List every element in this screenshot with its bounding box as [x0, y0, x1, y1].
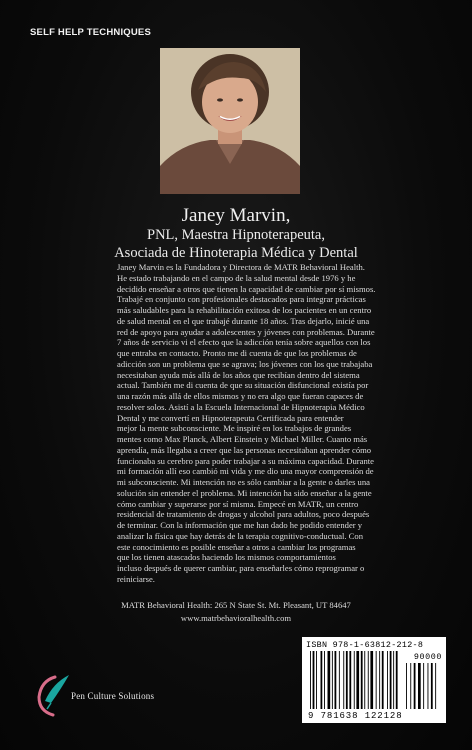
bio-line: Trabajé en conjunto con profesionales destacados para integrar prácticas	[117, 294, 366, 305]
bio-line: 7 años de servicio vi el efecto que la adicción tenía sobre aquellos con los	[117, 337, 371, 348]
bio-line: más saludables para la rehabilitación exitosa de los pacientes en un centro	[117, 305, 372, 315]
bio-line: cómo cambiar y superarse por sí misma. Empecé en MATR, un centro	[117, 498, 359, 509]
bio-line: mi formación allí eso cambió mi vida y me dio una mayor comprensión de	[117, 466, 374, 477]
bio-line: incluso después de querer cambiar, para enseñarles cómo reprogramar o	[117, 563, 365, 573]
bio-line: mi subconsciente. Mi intención no es sólo cambiar a la gente o darles una	[117, 477, 370, 487]
bio-line: adicción son un problema que se agrava; los jóvenes con los que trabajaba	[117, 358, 373, 369]
bio-line: decidido enseñar a otros que tienen la capacidad de cambiar por sí mismos.	[117, 283, 376, 294]
bio-line: mejor la mente subconsciente. Me inspiré en los trabajos de grandes	[117, 423, 352, 434]
bio-line: que los tienen atascados haciendo los mismos comportamientos	[117, 552, 336, 563]
isbn-label: ISBN 978-1-63812-212-8	[306, 640, 424, 650]
bio-line: mentes como Max Planck, Albert Einstein y Michael Miller. Cuanto más	[117, 434, 368, 444]
bio-line: residencial de tratamiento de drogas y alcohol para adultos, poco después	[117, 509, 370, 520]
author-name: Janey Marvin,	[181, 205, 291, 226]
bio-line: una razón más allá de ellos mismos y no era algo que fueran capaces de	[117, 391, 364, 401]
bio-line: red de apoyo para ayudar a adolescentes y jóvenes con problemas. Durante	[117, 326, 375, 337]
publisher-logo-text: Pen Culture Solutions	[71, 691, 155, 701]
price-code: 90000	[413, 652, 442, 662]
bio-line: solución sin entender el problema. Mi intención ha sido enseñar a la gente	[117, 487, 372, 498]
website: www.matrbehavioralhealth.com	[180, 613, 292, 623]
bio-line: aprendía, más llegaba a creer que las personas necesitaban aprender cómo	[117, 444, 372, 455]
bio-line: este conocimiento es posible enseñar a otros a cambiar los programas	[117, 541, 356, 552]
bio-line: que entraba en contacto. Pronto me di cuenta de que los problemas de	[117, 348, 357, 358]
bio-line: analizar la física que hay detrás de la terapia cognitivo-conductual. Con	[117, 530, 364, 541]
bio-line: necesitaban ayuda más allá de los años que recibían dentro del sistema	[117, 369, 360, 380]
author-credentials-line1: PNL, Maestra Hipnoterapeuta,	[147, 227, 325, 243]
series-label: SELF HELP TECHNIQUES	[30, 27, 152, 38]
bio-line: Janey Marvin es la Fundadora y Directora de MATR Behavioral Health.	[117, 262, 365, 272]
pen-logo-icon	[31, 671, 73, 719]
bio-line: de terminar. Con la información que me han dado he podido entender y	[117, 520, 363, 530]
bio-line: He estado trabajando en el campo de la salud mental desde 1976 y he	[117, 272, 356, 283]
bio-line: resolver solos. Asistí a la Escuela Internacional de Hipnoterapia Médico	[117, 401, 365, 412]
author-credentials-line2: Asociada de Hinoterapia Médica y Dental	[114, 245, 358, 261]
address: MATR Behavioral Health: 265 N State St. Mt. Pleasant, UT 84647	[121, 600, 351, 610]
publisher-logo	[31, 671, 181, 719]
bio-line: actual. También me di cuenta de que su situación disfuncional existía por	[117, 380, 369, 391]
author-bio	[117, 262, 389, 585]
isbn-barcode	[302, 637, 446, 723]
bio-line: Dental y me convertí en Hipnoterapeuta Certificada para entender	[117, 412, 344, 423]
author-photo	[160, 48, 300, 194]
bio-line: de salud mental en el que trabajé durante 18 años. Tras dejarlo, inicié una	[117, 315, 370, 326]
bio-line: funcionaba su cerebro para poder trabajar a su máxima capacidad. Durante	[117, 455, 374, 466]
bio-line: reiniciarse.	[117, 573, 155, 584]
barcode-digits: 9 781638 122128	[308, 711, 403, 721]
